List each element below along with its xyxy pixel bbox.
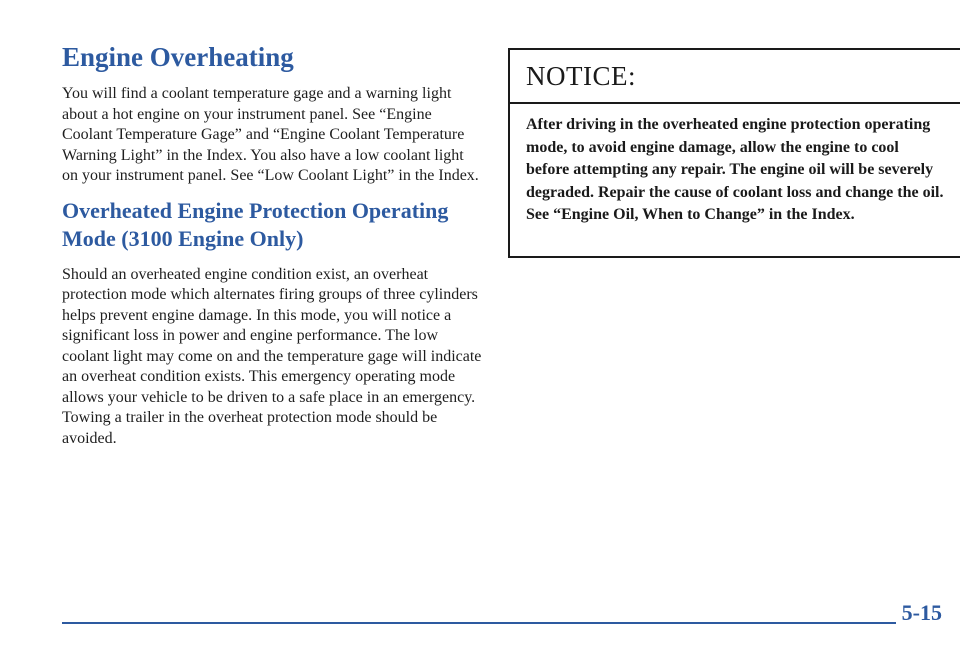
section-body-protection-mode: Should an overheated engine condition exist, an overheat protection mode which alternates firing groups of three cylinders helps prevent engine damage. In this mode, you will notice a significant loss in power and engine performance. The low coolant light may come on and the temperature gage will indicate an overheat condition exists. This emergency operating mode allows your vehicle to be driven to a safe place in an emergency. Towing a trailer in the overheat protection mode should be avoided. — [62, 265, 482, 447]
section-title-protection-mode: Overheated Engine Protection Operating Mode (3100 Engine Only) — [62, 197, 449, 251]
main-column — [62, 40, 482, 449]
section-title-engine-overheating: Engine Overheating — [62, 42, 294, 72]
footer-rule — [62, 622, 942, 624]
notice-box — [508, 48, 960, 258]
notice-body: After driving in the overheated engine protection operating mode, to avoid engine damage, allow the engine to cool before attempting any repair. The engine oil will be severely degraded. Repair the cause of coolant loss and change the oil. See “Engine Oil, When to Change” in the Index. — [526, 116, 944, 223]
notice-heading: NOTICE: — [510, 50, 960, 104]
page-number: 5-15 — [896, 600, 942, 626]
section-body-engine-overheating: You will find a coolant temperature gage and a warning light about a hot engine on your instrument panel. See “Engine Coolant Temperature Gage” and “Engine Coolant Temperature Warning Light” in the Index. You also have a low coolant light on your instrument panel. See “Low Coolant Light” in the Index. — [62, 85, 479, 184]
